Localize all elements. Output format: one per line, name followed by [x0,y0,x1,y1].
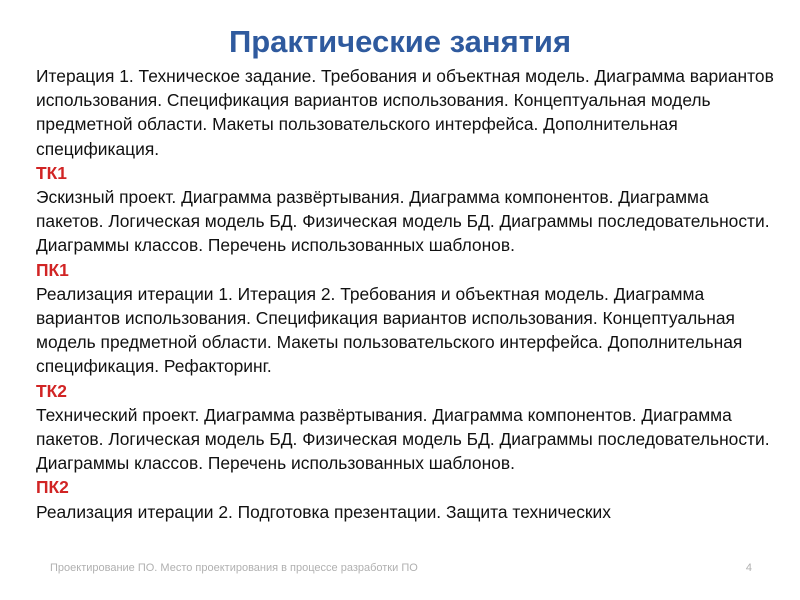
paragraph-draft-design: Эскизный проект. Диаграмма развёртывания. Диаграмма компонентов. Диаграмма пакетов. Логическая модель БД. Физическая модель БД. Диаграммы последовательности. Диаграммы классов. Перечень использованных шаблонов. [36,187,770,256]
paragraph-iteration-1: Итерация 1. Техническое задание. Требования и объектная модель. Диаграмма вариантов использования. Спецификация вариантов использования. Концептуальная модель предметной области. Макеты пользовательского интерфейса. Дополнительная спецификация. [36,66,774,159]
paragraph-iteration-2: Реализация итерации 1. Итерация 2. Требования и объектная модель. Диаграмма вариантов использования. Спецификация вариантов использования. Концептуальная модель предметной области. Макеты пользовательского интерфейса. Дополнительная спецификация. Рефакторинг. [36,283,743,377]
marker-tk1: ТК1 [36,162,67,183]
slide-footer: Проектирование ПО. Место проектирования в процессе разработки ПО [50,562,418,574]
paragraph-iteration-2-implementation: Реализация итерации 2. Подготовка презентации. Защита технических [36,501,611,522]
paragraph-technical-design: Технический проект. Диаграмма развёртывания. Диаграмма компонентов. Диаграмма пакетов. Логическая модель БД. Физическая модель БД. Диаграммы последовательности. Диаграммы классов. Перечень использованных шаблонов. [36,404,770,474]
marker-tk2: ТК2 [36,380,67,401]
slide-content [36,64,776,524]
marker-pk2: ПК2 [36,477,69,498]
slide-title: Практические занятия [228,24,572,59]
marker-pk1: ПК1 [36,259,69,280]
page-number: 4 [745,562,752,574]
